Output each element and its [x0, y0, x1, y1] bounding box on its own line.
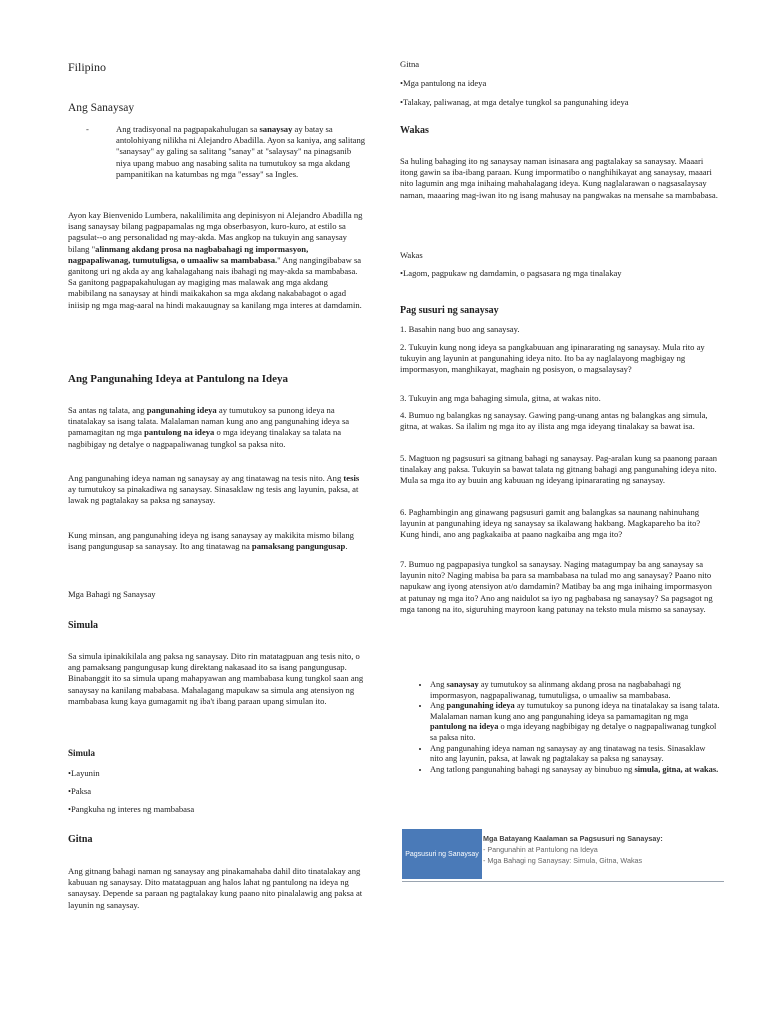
gitna-bullet: •Talakay, paliwanag, at mga detalye tungkol sa pangunahing ideya [400, 97, 629, 107]
text-run: Ang tatlong pangunahing bahagi ng sanaysay ay binubuo ng [430, 764, 635, 774]
text-run: Sa antas ng talata, ang [68, 405, 147, 415]
text-run: o mga ideyang nagbibigay ng detalye o nagpapaliwanag tungkol sa paksa nito. [430, 722, 717, 742]
bold-run: alinmang akdang prosa na nagbabahagi ng impormasyon, nagpapaliwanag, tumutuligsa, o umaaliw sa mambabasa. [68, 243, 309, 265]
step-item: 1. Basahin nang buo ang sanaysay. [400, 324, 520, 334]
text-run: Kung minsan, ang pangunahing ideya ng isang sanaysay ay makikita mismo bilang isang pangungusap sa sanaysay. Ito ang tinatawag na [68, 530, 354, 552]
banner-text [483, 833, 663, 866]
step-item: 4. Bumuo ng balangkas ng sanaysay. Gawing pang-unang antas ng balangkas ang simula, gitna, at wakas. Sa ilalim ng mga ito ay ilista ang mga ideyang tinalakay sa bawat isa. [400, 410, 708, 432]
lumbera-paragraph [68, 210, 368, 311]
bold-run: tesis [343, 473, 360, 483]
text-run: o mga ideyang tinalakay sa talata na nagbibigay ng detalye o nagpapaliwanag tungkol sa paksa nito. [68, 427, 342, 449]
step-item: 6. Paghambingin ang ginawang pagsusuri gamit ang balangkas sa naunang nahinuhang layunin at pangunahing ideya ng sanaysay sa ikalawang hakbang. Magkapareho ba ito? Kung hindi, ano ang pagkakaiba at paano nagkaiba ang mga ito? [400, 507, 701, 540]
text-run: ay tumutukoy sa pinakadiwa ng sanaysay. Sinasaklaw ng tesis ang layunin, paksa, at lawak ng pagtalakay sa paksa ng sanaysay. [68, 484, 359, 506]
wakas-heading: Wakas [400, 125, 429, 136]
step-item: 3. Tukuyin ang mga bahaging simula, gitna, at wakas nito. [400, 393, 601, 403]
text-run: Ang pangunahing ideya naman ng sanaysay ay ang tinatawag na tesis nito. Ang [68, 473, 344, 483]
bold-run: pantulong na ideya [144, 427, 215, 438]
text-run: ay tumutukoy sa punong ideya na tinatalakay sa isang talata. Malalaman naman kung ano ang pangunahing ideya sa pamamagitan ng mga [68, 405, 350, 438]
wakas-paragraph: Sa huling bahaging ito ng sanaysay naman isinasara ang pagtalakay sa sanaysay. Maaari itong gawin sa iba-ibang paraan. Kung impormatibo o nanghihikayat ang sanaysay, maaari nito lagumin ang mga inihaing mahahalagang ideya. Kung naglalarawan o nagsasalaysay naman, maaaring mag-iwan ito ng isang mahusay na pangwakas na mensahe sa mambabasa. [400, 156, 718, 200]
ideya-paragraph-3 [68, 530, 368, 552]
pagsusuri-heading: Pag susuri ng sanaysay [400, 305, 499, 316]
text-run: Ang [430, 680, 447, 689]
simula-bullet: •Paksa [68, 786, 92, 796]
summary-item [430, 701, 720, 743]
summary-item [430, 744, 720, 765]
summary-item [430, 680, 720, 701]
gitna-paragraph: Ang gitnang bahagi naman ng sanaysay ang pinakamahaba dahil dito tinatalakay ang kabuuan ng sanaysay. Dito matatagpuan ang halos lahat ng pantulong na ideya ng sanaysay. Depende sa paraan ng pagtalakay kung paano nito pinalalawig ang paksa at layunin ng sanaysay. [68, 866, 363, 910]
gitna-label: Gitna [400, 59, 420, 69]
banner-line: - Pangunahin at Pantulong na Ideya [483, 845, 598, 854]
banner-label-box: Pagsusuri ng Sanaysay [402, 829, 482, 879]
dash-marker: - [86, 124, 89, 134]
step-item: 5. Magtuon ng pagsusuri sa gitnang bahagi ng sanaysay. Pag-aralan kung sa paanong paraan tinalakay ang paksa. Tukuyin sa bawat talata ng gitnang bahagi ang pangunahing ideya nito. Mula sa mga ito ay buuin ang kabuuan ng ideyang ipinararating ng sanaysay. [400, 453, 718, 486]
simula-heading: Simula [68, 620, 99, 631]
text-run: ay tumutukoy sa alinmang akdang prosa na nagbabahagi ng impormasyon, nagpapaliwanag, tumutuligsa, o umaaliw sa mambabasa. [430, 680, 681, 700]
bold-run: pamaksang pangungusap [251, 541, 346, 552]
bold-run: sanaysay [446, 680, 479, 689]
text-run: ay tumutukoy sa punong ideya na tinatalakay sa isang talata. Malalaman naman kung ano ang pangunahing ideya sa pamamagitan ng mga [430, 701, 720, 721]
simula-bullet: •Pangkuha ng interes ng mambabasa [68, 804, 195, 814]
simula-paragraph: Sa simula ipinakikilala ang paksa ng sanaysay. Dito rin matatagpuan ang tesis nito, o ang pamaksang pangungusap kung direktang nakasaad ito sa isang pangungusap. Binabanggit ito sa simula upang mahapyawan ang mambabasa kung tungkol saan ang sanaysay na kanilang mababasa. Mahalagang mapukaw sa simula ang atensiyon ng mambabasa kung kaya gumagamit ng iba't ibang paraan upang simulan ito. [68, 651, 364, 706]
wakas-label: Wakas [400, 250, 423, 260]
bold-run: simula, gitna, at wakas. [634, 764, 719, 774]
text-run: . [345, 541, 348, 552]
banner-line: - Mga Bahagi ng Sanaysay: Simula, Gitna, Wakas [483, 856, 643, 865]
bold-run: pangunahing ideya [146, 405, 217, 415]
summary-banner [402, 829, 724, 882]
definition-dash-item [68, 124, 368, 180]
bahagi-label: Mga Bahagi ng Sanaysay [68, 589, 156, 599]
simula-bullet: •Layunin [68, 768, 100, 778]
section-title-sanaysay: Ang Sanaysay [68, 102, 135, 114]
bold-run: pantulong na ideya [430, 722, 499, 732]
text-run: Ang pangunahing ideya naman ng sanaysay ay ang tinatawag na tesis. Sinasaklaw nito ang layunin, paksa, at lawak ng pagtalakay sa paksa ng sanaysay. [430, 743, 706, 764]
ideya-paragraph-2 [68, 473, 368, 507]
ideya-paragraph-1 [68, 405, 368, 450]
text-run: Ang tradisyonal na pagpapakahulugan sa [116, 124, 260, 134]
step-item: 7. Bumuo ng pagpapasiya tungkol sa sanaysay. Naging matagumpay ba ang sanaysay sa layunin nito? Naging mabisa ba para sa mambabasa na tulad mo ang sanaysay? Paano nito napukaw ang iyong atensiyon at/o damdamin? Matibay ba ang mga inihaing impormasyon at patunay ng mga ito? Ano ang naidulot sa iyo ng pagbabasa ng sanaysay? Sa pagsagot ng mga tanong na ito, siguruhing mayroon kang patunay na teksto mula mismo sa sanaysay. [400, 559, 713, 614]
definition-text [106, 124, 368, 180]
text-run: Ang [430, 701, 447, 711]
step-item: 2. Tukuyin kung nong ideya sa pangkabuuan ang ipinararating ng sanaysay. Mula rito ay tukuyin ang layunin at pangunahing ideya nito. Ito ba ay naglalayong magbigay ng impormasyon, manghikayat, maghain ng posisyon, o magsalaysay? [400, 342, 705, 375]
text-run: " Ang nangingibabaw sa ganitong uri ng akda ay ang kahalagahang nais ibahagi ng may-akda sa mambabasa. Sa ganitong pagpapakahulugan ay magiging mas malawak ang mga akdang mabibilang na sanaysay at hindi maikakahon sa mga akdang nakababagot o agad iniisip ng mga mag-aaral na hindi makauugnay sa kanilang mga interes at damdamin. [68, 254, 362, 310]
ideya-heading: Ang Pangunahing Ideya at Pantulong na Ideya [68, 373, 289, 385]
bold-run: pangunahing ideya [446, 701, 515, 711]
document-title: Filipino [68, 60, 107, 74]
bold-run: sanaysay [259, 124, 293, 134]
wakas-bullet: •Lagom, pagpukaw ng damdamin, o pagsasara ng mga tinalakay [400, 268, 622, 278]
summary-item [430, 765, 720, 776]
summary-list [400, 680, 720, 775]
banner-title: Mga Batayang Kaalaman sa Pagsusuri ng Sanaysay: [483, 834, 663, 843]
gitna-heading: Gitna [68, 834, 93, 845]
text-run: Ayon kay Bienvenido Lumbera, nakalilimita ang depinisyon ni Alejandro Abadilla ng isang sanaysay bilang pagpapamalas ng mga obserbasyon, kuro-kuro, at estilo sa pagsulat--o ang personalidad ng may-akda. Mas angkop na tukuyin ang sanaysay bilang " [68, 210, 363, 254]
simula-subheading: Simula [68, 748, 96, 758]
text-run: ay batay sa antolohiyang nilikha ni Alejandro Abadilla. Ayon sa kaniya, ang salitang "sanaysay" ay galing sa salitang "sanay" at "salaysay" na pinagsanib niya upang mabuo ang nasabing salita na tumutukoy sa mga akdang pampanitikan na katumbas ng mga "essay" sa Ingles. [116, 124, 366, 179]
gitna-bullet: •Mga pantulong na ideya [400, 78, 487, 88]
